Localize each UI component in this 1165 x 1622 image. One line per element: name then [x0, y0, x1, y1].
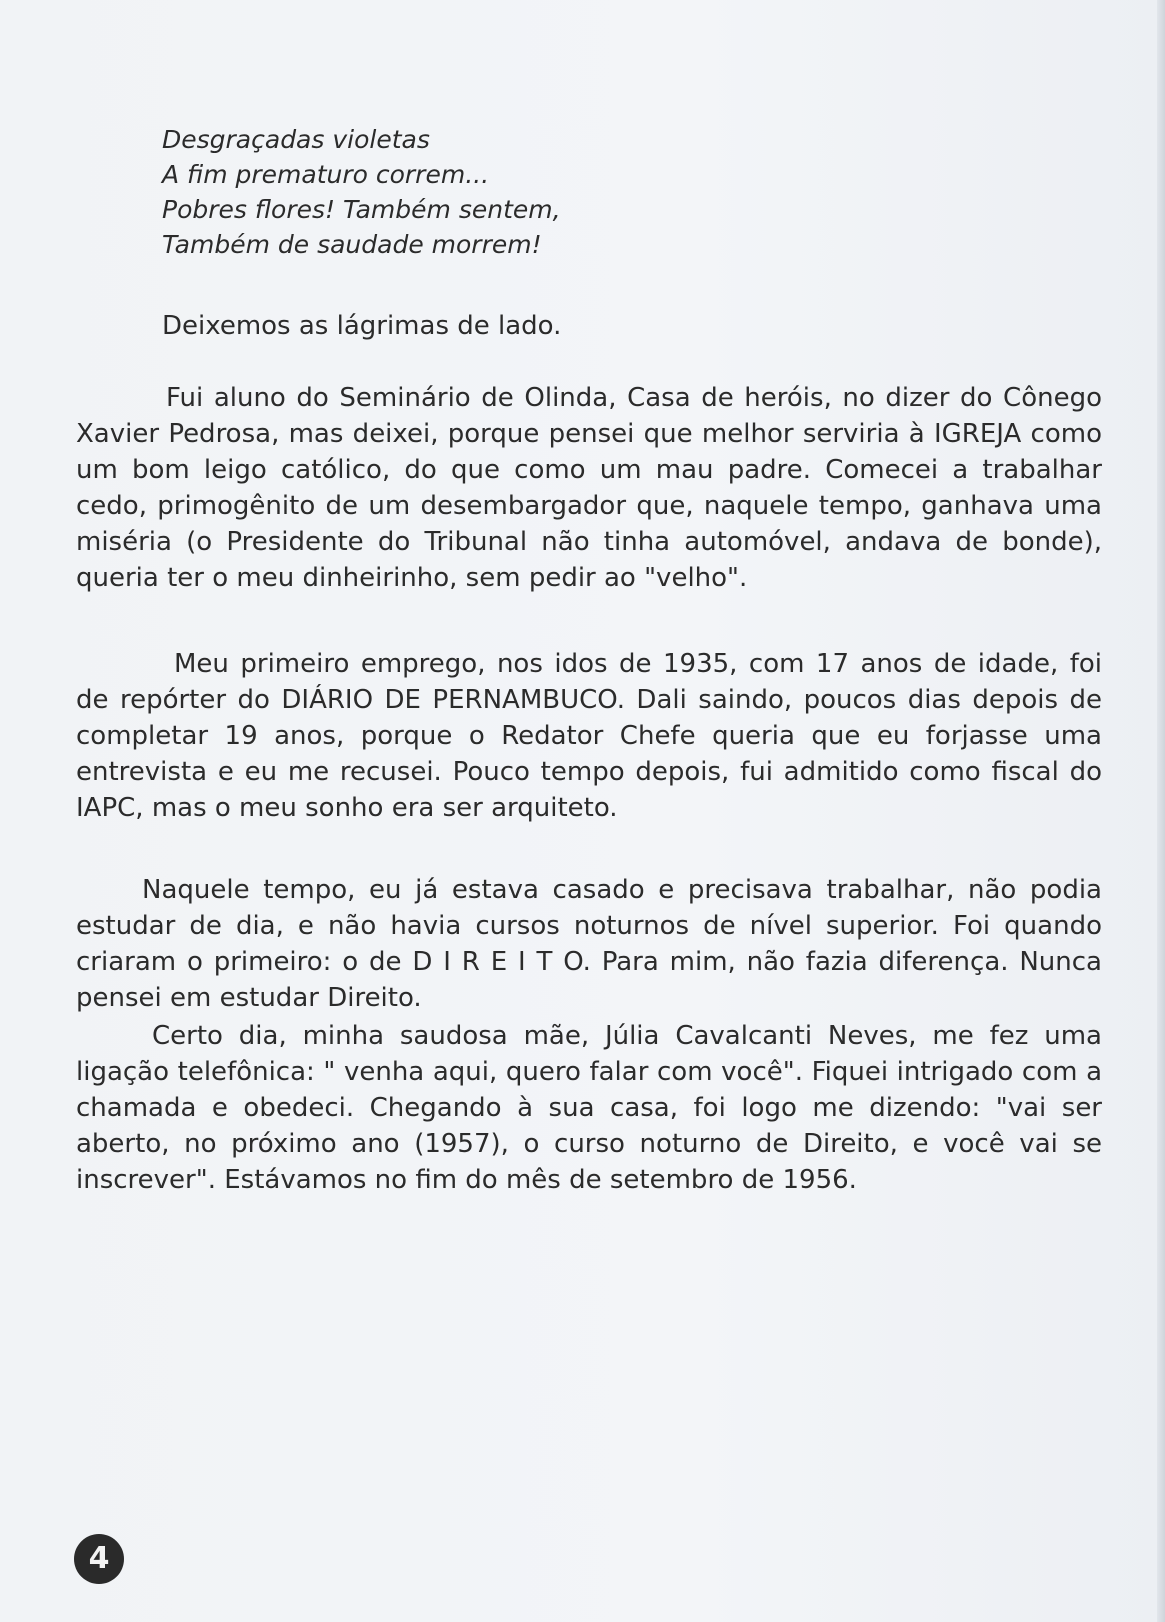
poem-line: A fim prematuro correm... [162, 160, 490, 189]
paragraph-first-job: Meu primeiro emprego, nos idos de 1935, com 17 anos de idade, foi de repórter do DIÁRIO DE PERNAMBUCO. Dali saindo, poucos dias depois de completar 19 anos, porque o Redator Chefe queria que eu forjasse uma entrevista e eu me recusei. Pouco tempo depois, fui admitido como fiscal do IAPC, mas o meu sonho era ser arquiteto. [76, 649, 1102, 823]
poem-line: Também de saudade morrem! [162, 230, 542, 259]
paragraph-seminary: Fui aluno do Seminário de Olinda, Casa de heróis, no dizer do Cônego Xavier Pedrosa, mas deixei, porque pensei que melhor serviria à IGREJA como um bom leigo católico, do que como um mau padre. Comecei a trabalhar cedo, primogênito de um desembargador que, naquele tempo, ganhava uma miséria (o Presidente do Tribunal não tinha automóvel, andava de bonde), queria ter o meu dinheirinho, sem pedir ao "velho". [76, 383, 1102, 593]
poem-stanza [162, 122, 762, 262]
page-number-badge: 4 [74, 1534, 124, 1584]
paragraph-mother-call: Certo dia, minha saudosa mãe, Júlia Cavalcanti Neves, me fez uma ligação telefônica: " venha aqui, quero falar com você". Fiquei intrigado com a chamada e obedeci. Chegando à sua casa, foi logo me dizendo: "vai ser aberto, no próximo ano (1957), o curso noturno de Direito, e você vai se inscrever". Estávamos no fim do mês de setembro de 1956. [76, 1021, 1102, 1195]
paragraph-intro: Deixemos as lágrimas de lado. [162, 311, 562, 341]
poem-line: Desgraçadas violetas [162, 125, 430, 154]
page-edge [1157, 0, 1165, 1622]
paragraph-law-course: Naquele tempo, eu já estava casado e precisava trabalhar, não podia estudar de dia, e não havia cursos noturnos de nível superior. Foi quando criaram o primeiro: o de D I R E I T O. Para mim, não fazia diferença. Nunca pensei em estudar Direito. [76, 875, 1102, 1013]
poem-line: Pobres flores! Também sentem, [162, 195, 561, 224]
